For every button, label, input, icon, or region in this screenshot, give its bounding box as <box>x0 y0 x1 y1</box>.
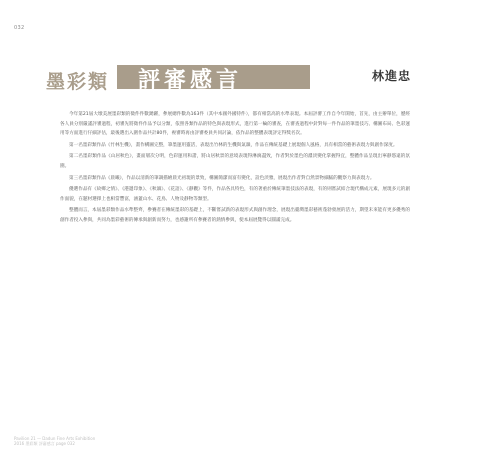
paragraph: 第二名墨彩類作品《山居秋色》，畫面層次分明，色彩運用和諧，將山居秋景的意境表現得淋漓盡致，作者對於墨色的濃淡變化掌握得宜，整體作品呈現出寧靜悠遠的氛圍。 <box>60 154 410 169</box>
article-body <box>60 110 410 226</box>
author-name: 林進忠 <box>372 69 412 83</box>
category-tab <box>40 56 117 98</box>
category-label: 墨彩類 <box>46 71 110 93</box>
paragraph: 今年第21屆大墩美展墨彩類的徵件件數踴躍，參展總件數為163件（其中本國外國特件），都有相當高的水準表現。本屆評審工作自今年開始，首先，由主辦單位，歷經各人員分別嚴謹評審過程，初審先將徵件作品予以分類，依照各類作品的特色與表現形式，進行第一輪的審查，在審查過程中針對每一件作品的筆墨技巧、構圖布局、色彩運用等方面進行仔細評估，最後選出入圍作品共計80件，複審時再由評審委員共同討論，依作品的整體表現評定得獎名次。 <box>60 112 410 137</box>
page-number: 032 <box>14 25 25 31</box>
section-banner <box>40 56 310 98</box>
paragraph: 優選作品有《故鄉之情》、《港邊印象》、《秋韻》、《花語》、《靜觀》等件，作品各具特色，有的著重於傳統筆墨技法的表現，有的則嘗試結合現代構成元素，展現多元的創作面貌，在題材選擇上也相當豐富，涵蓋山水、花鳥、人物及靜物等類型。 <box>60 187 410 202</box>
paragraph: 整體而言，本屆墨彩類作品水準整齊，參賽者在傳統墨彩的基礎上，不斷嘗試新的表現形式與創作理念，展現出臺灣墨彩藝術蓬勃發展的活力，期望未來能有更多優秀的創作者投入參與，共同為墨彩藝術的傳承與創新而努力，也感謝所有參賽者的熱情參與，使本屆展覽得以圓滿完成。 <box>60 208 410 223</box>
page-footer <box>14 436 95 446</box>
footer-line: 2016 墨彩類 評審感言 page 032 <box>14 441 75 446</box>
paragraph: 第一名墨彩類作品《竹林生機》，畫作構圖完整，筆墨運用靈活，表現出竹林的生機與氣韻，作品在傳統基礎上展現個人風格，具有相當的藝術表現力與創作深度。 <box>69 142 398 148</box>
footer-line: Pavilion 21 — Dadun Fine Arts Exhibition <box>14 436 96 441</box>
page-title: 評審感言 <box>138 67 243 93</box>
paragraph: 第三名墨彩類作品《晨曦》，作品以清新的筆調描繪晨光初現的景致，構圖簡潔而富有變化，設色淡雅，展現出作者對自然景物細膩的觀察力與表現力。 <box>69 175 375 181</box>
